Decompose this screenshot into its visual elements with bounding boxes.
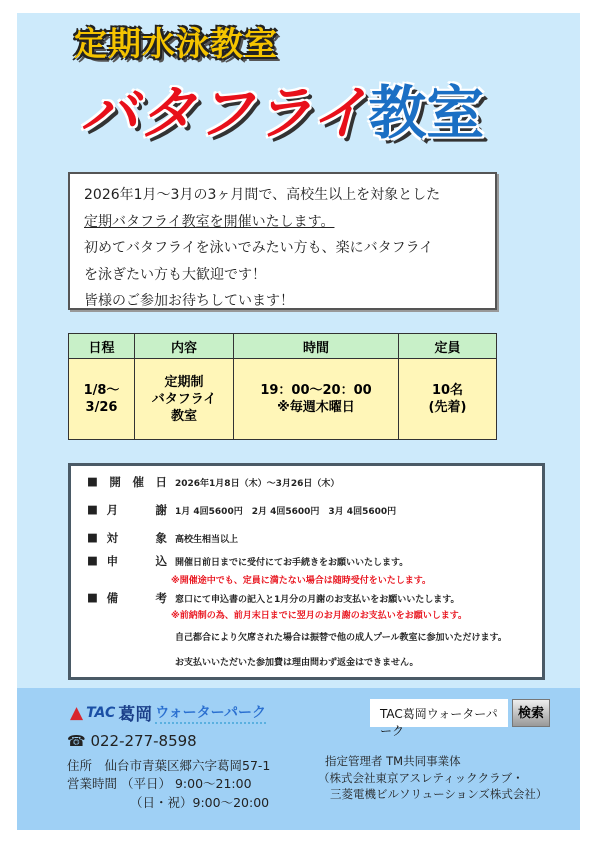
label-char: 日 — [155, 475, 167, 489]
label-char: 込 — [155, 554, 167, 568]
hours-weekday: 営業時間 （平日） 9:00～21:00 — [67, 776, 252, 791]
note-refund: お支払いいただいた参加費は理由問わず返金はできません。 — [175, 658, 419, 668]
label-char: 謝 — [155, 503, 167, 517]
cell-schedule — [69, 359, 135, 440]
value: 窓口にて申込書の記入と1月分の月謝のお支払いをお願いいたします。 — [175, 594, 460, 605]
header-schedule: 日程 — [69, 334, 135, 359]
text: 3/26 — [85, 400, 118, 415]
text: 教室 — [170, 408, 197, 424]
logo-kz: 葛岡 — [118, 705, 153, 725]
schedule-table — [68, 333, 497, 440]
text: バタフライ — [151, 391, 217, 407]
manager: 指定管理者 TM共同事業体 — [325, 754, 461, 768]
text: (先着) — [428, 400, 467, 415]
label-char: 申 — [106, 554, 119, 568]
header-time: 時間 — [234, 334, 399, 359]
intro-line: 皆様のご参加お待ちしています！ — [84, 293, 294, 309]
value: 2026年1月8日（木）～3月26日（木） — [175, 478, 340, 489]
note-prepay: ※前納制の為、前月末日までに翌月のお月謝のお支払いをお願いします。 — [171, 611, 468, 621]
intro-line: を泳ぎたい方も大歓迎です！ — [84, 266, 266, 283]
label-char: 象 — [155, 531, 167, 545]
text: 1/8～ — [83, 383, 120, 398]
label-char: 備 — [106, 591, 119, 605]
note-absence: 自己都合により欠席された場合は振替で他の成人プール教室に参加いただけます。 — [175, 633, 507, 643]
note-apply: ※開催途中でも、定員に満たない場合は随時受付をいたします。 — [171, 576, 432, 586]
intro-line: 定期バタフライ教室を開催いたします。 — [84, 213, 335, 230]
intro-box — [68, 172, 497, 310]
value: 開催日前日までに受付にてお手続きをお願いいたします。 — [175, 557, 409, 568]
cell-capacity — [399, 359, 497, 440]
title-red: バタフライ — [80, 79, 369, 147]
label-char: 開 — [109, 475, 121, 489]
bullet: ■ — [87, 590, 98, 604]
intro-line: 初めてバタフライを泳いでみたい方も、楽にバタフライ — [84, 240, 434, 256]
main-title — [80, 66, 484, 150]
logo-mark-icon: ▲ — [70, 702, 84, 723]
phone-number: 022-277-8598 — [90, 732, 197, 750]
label-char: 催 — [132, 475, 144, 489]
header-content: 内容 — [135, 334, 234, 359]
text: 10名 — [431, 383, 464, 398]
bullet: ■ — [87, 474, 98, 488]
manager-line3: 三菱電機ビルソリューションズ株式会社） — [330, 787, 548, 801]
details-box — [68, 463, 545, 680]
address: 住所 仙台市青葉区郷六字葛岡57-1 — [67, 758, 271, 773]
hours-holiday: （日・祝）9:00～20:00 — [130, 795, 270, 810]
search-input[interactable]: TAC葛岡ウォーターパーク — [370, 699, 508, 727]
bullet: ■ — [87, 553, 98, 567]
manager-line2: （株式会社東京アスレティッククラブ・ — [318, 771, 524, 785]
search-button[interactable]: 検索 — [512, 699, 550, 727]
row-remarks — [87, 590, 460, 606]
phone-icon: ☎ — [67, 732, 86, 750]
header-capacity: 定員 — [399, 334, 497, 359]
value: 1月 4回5600円 2月 4回5600円 3月 4回5600円 — [175, 506, 397, 517]
title-blue: 教室 — [368, 79, 485, 147]
text: 定期制 — [164, 374, 204, 390]
row-apply — [87, 553, 408, 569]
subtitle: 定期水泳教室 — [74, 24, 278, 63]
row-target — [87, 530, 238, 546]
facility-logo — [70, 700, 266, 725]
label-char: 月 — [106, 503, 119, 517]
bullet: ■ — [87, 530, 98, 544]
label-char: 考 — [155, 591, 167, 605]
row-fee — [87, 502, 396, 518]
text: ※毎週木曜日 — [277, 400, 355, 415]
phone — [67, 732, 197, 750]
bullet: ■ — [87, 502, 98, 516]
cell-content — [135, 359, 234, 440]
logo-wp: ウォーターパーク — [155, 702, 266, 724]
intro-line: 2026年1月～3月の3ヶ月間で、高校生以上を対象とした — [84, 187, 441, 203]
value: 高校生相当以上 — [175, 534, 239, 545]
cell-time — [234, 359, 399, 440]
logo-tac: TAC — [86, 704, 116, 721]
row-dates — [87, 474, 339, 490]
label-char: 対 — [106, 531, 119, 545]
text: 19：00～20：00 — [260, 383, 372, 398]
